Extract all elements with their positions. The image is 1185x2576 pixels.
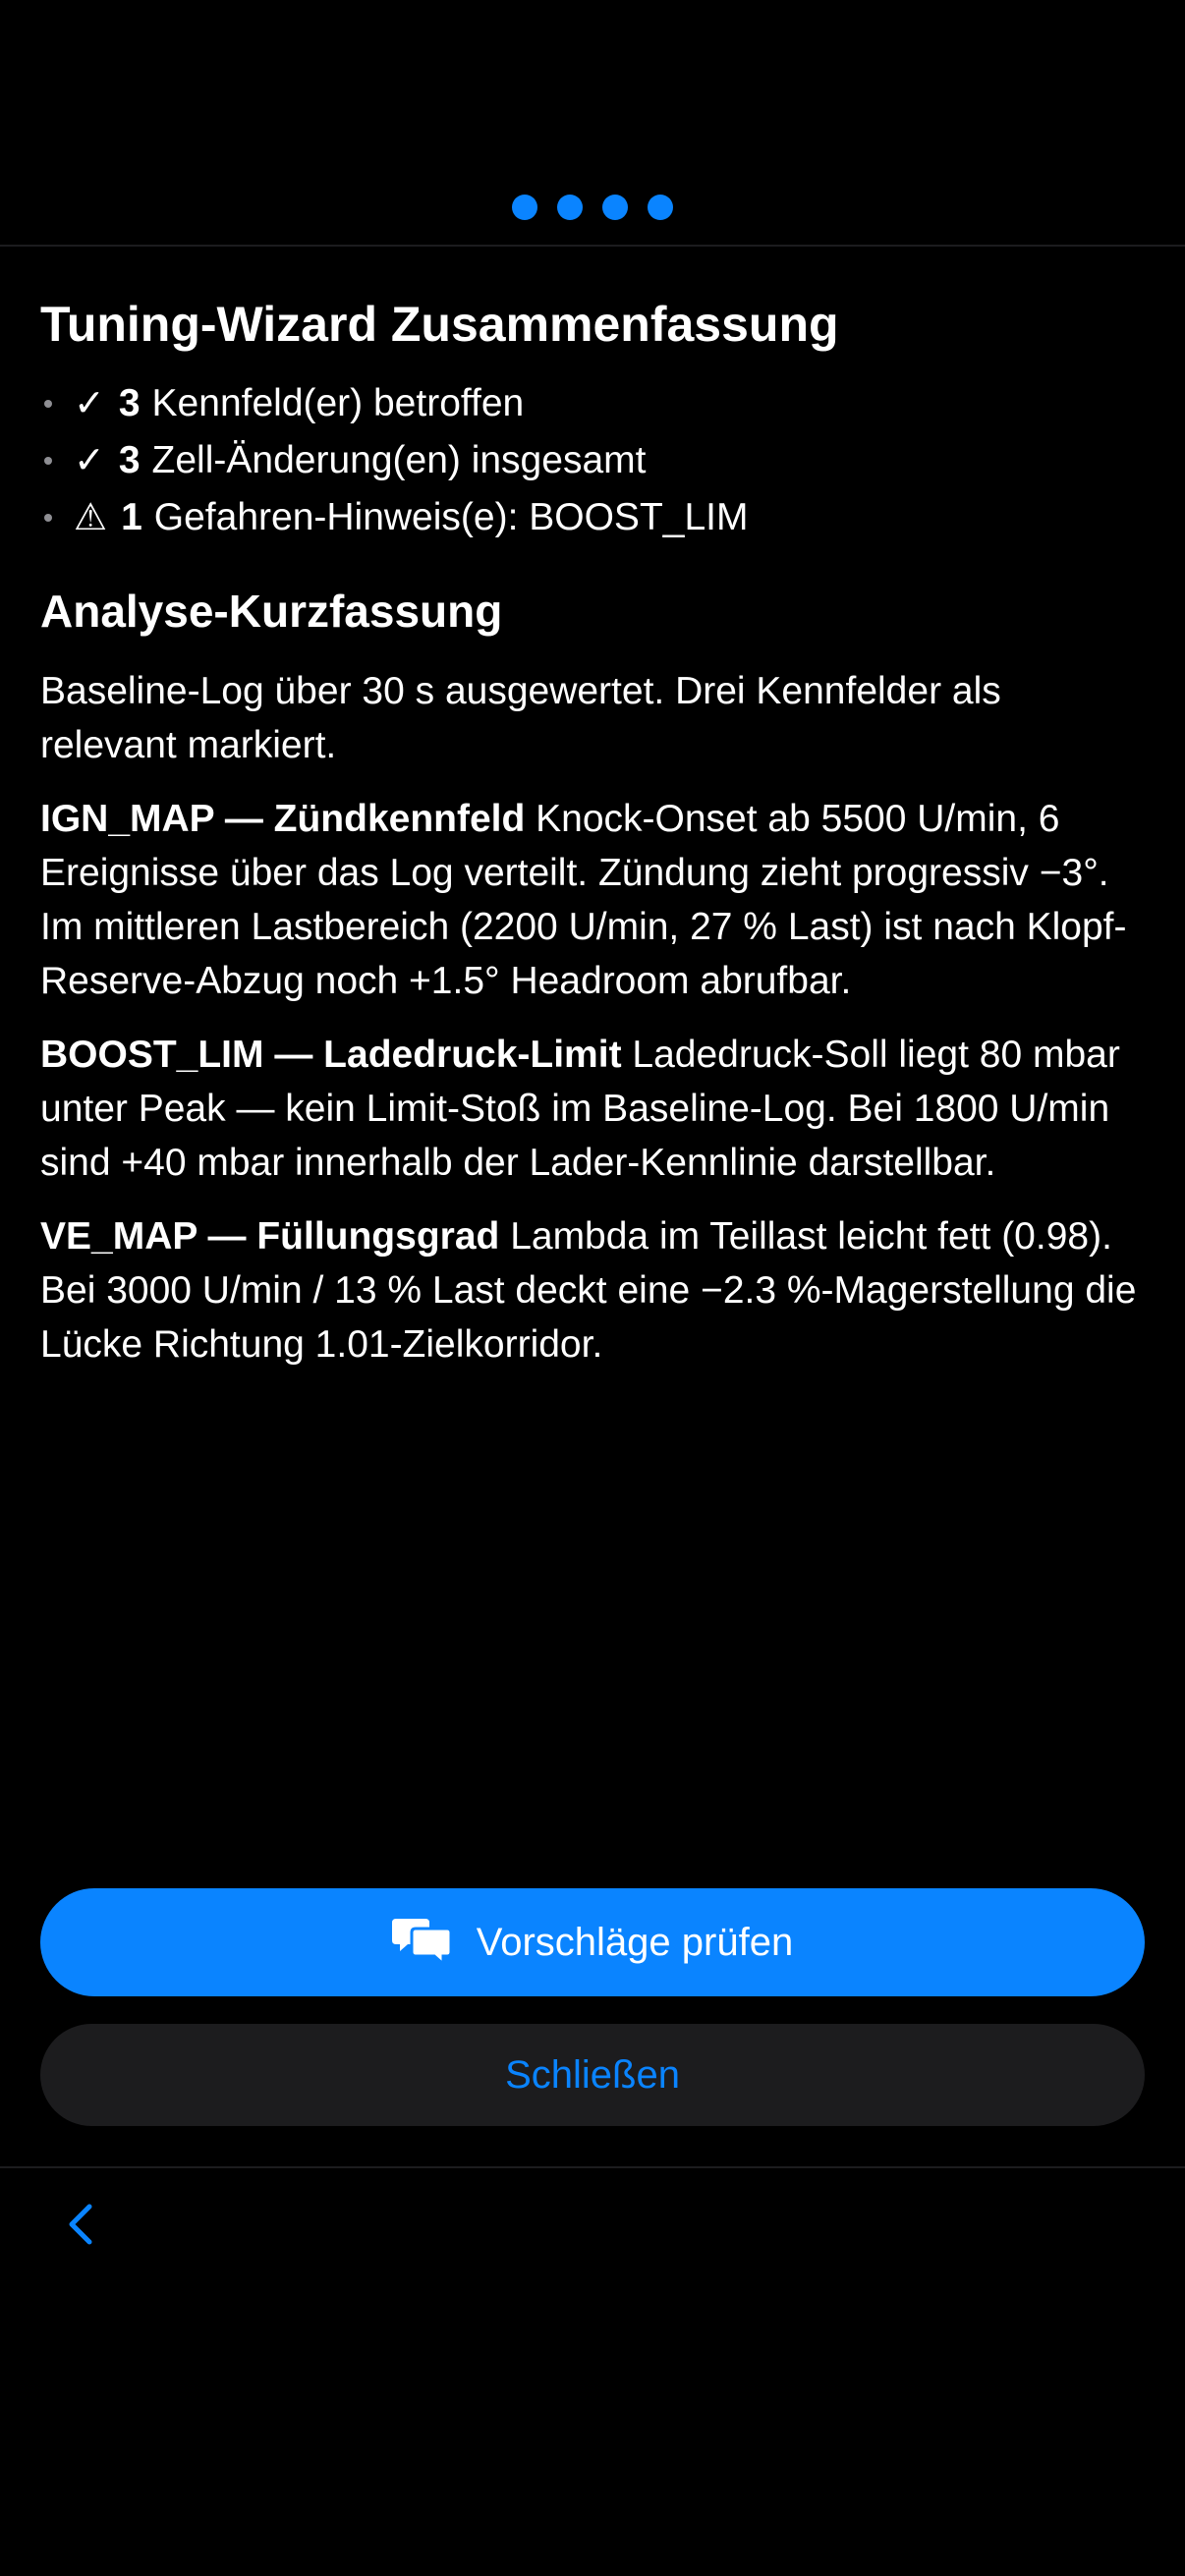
bullet-dot: [44, 400, 52, 408]
close-label: Schließen: [505, 2052, 680, 2097]
checkmark-icon: ✓: [74, 383, 105, 424]
item-text: Gefahren-Hinweis(e): BOOST_LIM: [153, 496, 749, 538]
section-heading: VE_MAP — Füllungsgrad: [40, 1215, 500, 1258]
close-button[interactable]: [40, 2024, 1145, 2126]
section-heading: BOOST_LIM — Ladedruck-Limit: [40, 1034, 622, 1076]
page-dot: [648, 195, 673, 220]
checkmark-icon: ✓: [74, 440, 105, 481]
item-count: 1: [121, 496, 142, 538]
section-text: Ladedruck-Soll liegt 80 mbar unter Peak — kein Limit-Stoß im Baseline-Log. Bei 1800 U/min sind +40 mbar innerhalb der Lader-Kennlinie darstellbar.: [40, 1034, 1120, 1184]
back-button[interactable]: [49, 2193, 112, 2256]
chat-bubbles-icon: [392, 1917, 453, 1968]
section-heading: IGN_MAP — Zündkennfeld: [40, 798, 526, 840]
list-item: [40, 489, 1145, 546]
summary-title: Tuning-Wizard Zusammenfassung: [40, 297, 839, 352]
header-divider: [0, 245, 1185, 247]
analysis-title: Analyse-Kurzfassung: [40, 586, 503, 637]
list-item: [40, 432, 1145, 489]
item-text: Kennfeld(er) betroffen: [151, 382, 525, 424]
item-count: 3: [118, 439, 141, 481]
page-dot: [557, 195, 583, 220]
analysis-section-ve-map: [40, 1209, 1145, 1372]
bullet-dot: [44, 514, 52, 522]
page-indicator: [0, 195, 1185, 220]
item-text: Zell-Änderung(en) insgesamt: [151, 439, 647, 481]
analysis-intro: Baseline-Log über 30 s ausgewertet. Drei Kennfelder als relevant markiert.: [40, 670, 1001, 766]
section-text: Lambda im Teillast leicht fett (0.98). Bei 3000 U/min / 13 % Last deckt eine −2.3 %-Magerstellung die Lücke Richtung 1.01-Zielkorridor.: [40, 1215, 1137, 1366]
item-count: 3: [118, 382, 141, 424]
analysis-section-ign-map: [40, 792, 1145, 1008]
summary-list: [40, 375, 1145, 546]
chevron-left-icon: [66, 2203, 95, 2246]
warning-icon: ⚠: [74, 497, 108, 538]
footer-divider: [0, 2166, 1185, 2168]
section-text: Knock-Onset ab 5500 U/min, 6 Ereignisse über das Log verteilt. Zündung zieht progressiv −3°. Im mittleren Lastbereich (2200 U/min, 27 % Last) ist nach Klopf-Reserve-Abzug noch +1.5° Headroom abrufbar.: [40, 798, 1127, 1002]
review-suggestions-button[interactable]: [40, 1888, 1145, 1996]
bullet-dot: [44, 457, 52, 465]
page-dot: [512, 195, 537, 220]
summary-content: [40, 295, 1145, 1391]
page-dot: [602, 195, 628, 220]
analysis-section-boost-lim: [40, 1028, 1145, 1190]
review-suggestions-label: Vorschläge prüfen: [476, 1920, 794, 1964]
list-item: [40, 375, 1145, 432]
